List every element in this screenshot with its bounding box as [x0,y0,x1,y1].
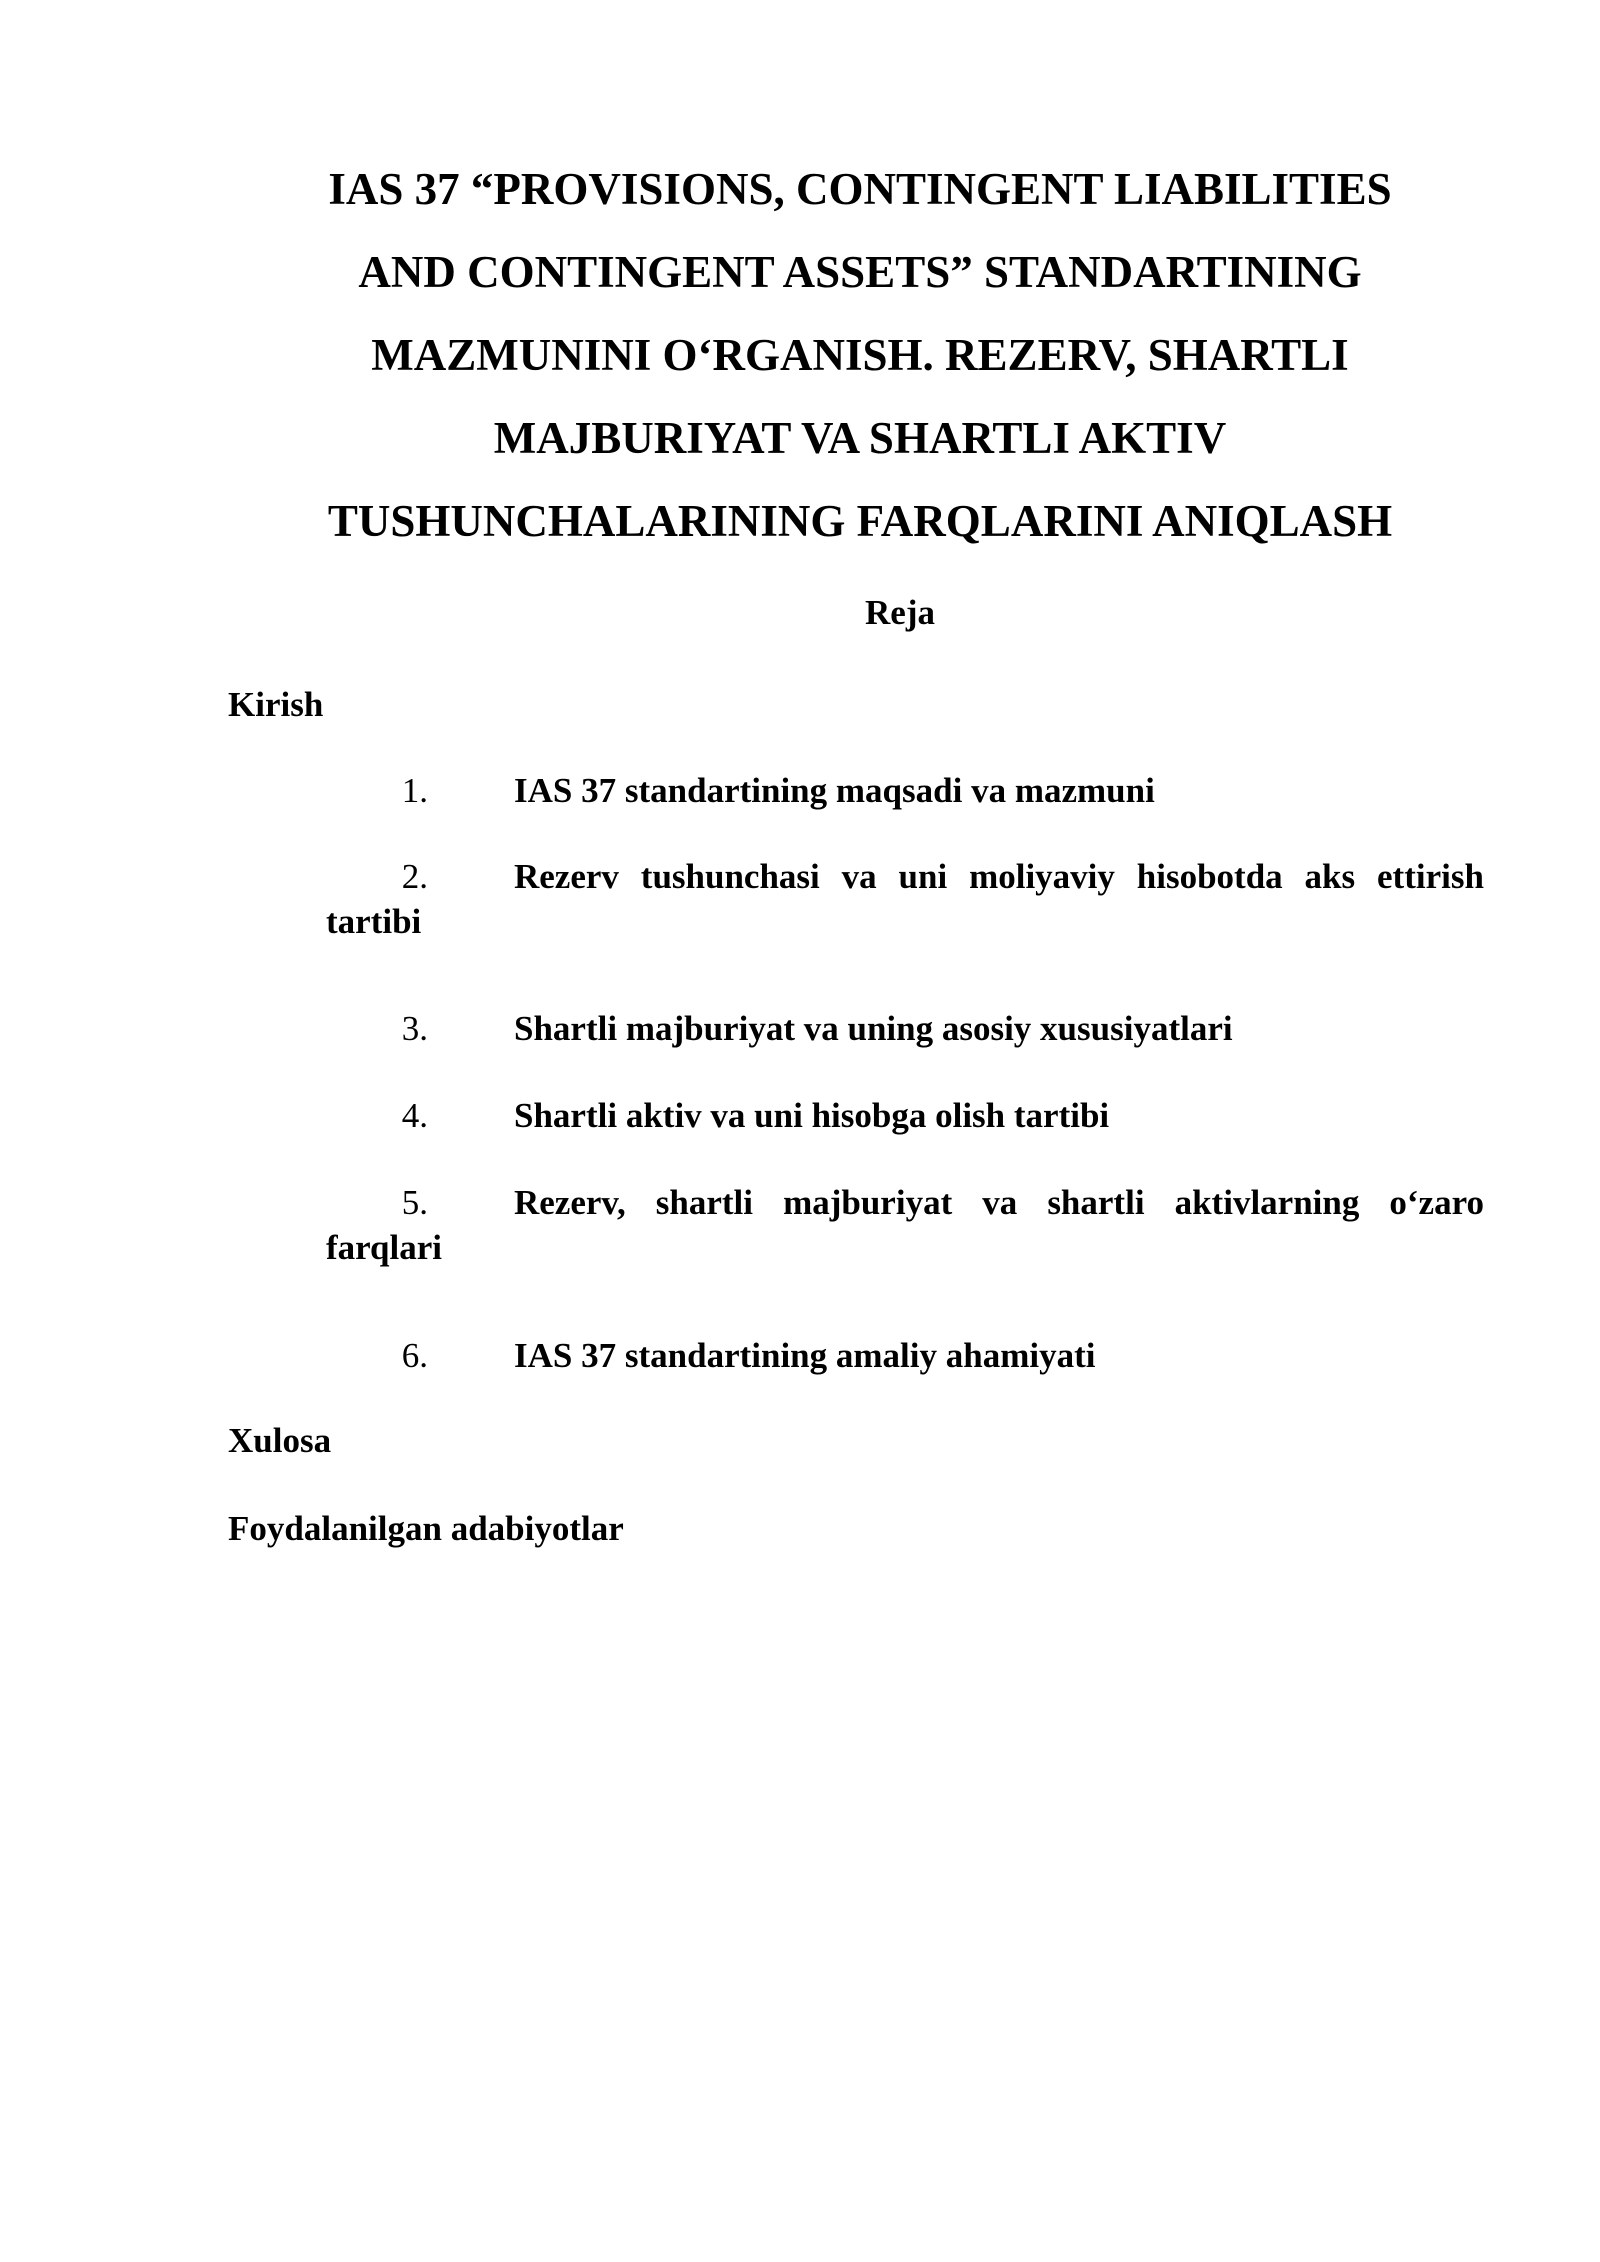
plan-item-number: 1. [401,771,428,810]
plan-item-number: 5. [401,1183,428,1222]
plan-item-word: moliyaviy [969,857,1115,896]
plan-item-word: aktivlarning [1174,1183,1360,1222]
conclusion-heading: Xulosa [228,1421,332,1460]
plan-item-text [514,1180,1484,1225]
plan-item-number: 6. [401,1336,428,1375]
plan-item-text [514,854,1484,899]
plan-item-word: tushunchasi [640,857,820,896]
references-heading: Foydalanilgan adabiyotlar [228,1509,624,1548]
plan-item-word: Rezerv [514,857,619,896]
title-line-3: MAZMUNINI O‘RGANISH. REZERV, SHARTLI [371,330,1349,380]
intro-heading: Kirish [228,685,324,724]
plan-item-word: ettirish [1377,857,1484,896]
plan-item-number: 4. [401,1096,428,1135]
plan-item-continuation: tartibi [326,902,422,941]
plan-item-text: Shartli majburiyat va uning asosiy xususiyatlari [514,1009,1233,1048]
title-line-4: MAJBURIYAT VA SHARTLI AKTIV [493,413,1227,463]
plan-item-word: va [841,857,877,896]
plan-item-word: va [982,1183,1018,1222]
plan-item-text: Shartli aktiv va uni hisobga olish tartibi [514,1096,1110,1135]
plan-item-number: 2. [401,857,428,896]
plan-item-word: uni [898,857,948,896]
plan-heading: Reja [865,593,935,632]
plan-item-word: o‘zaro [1389,1183,1484,1222]
plan-item-word: majburiyat [783,1183,953,1222]
title-line-5: TUSHUNCHALARINING FARQLARINI ANIQLASH [327,496,1393,546]
plan-item-word: aks [1304,857,1356,896]
plan-item-word: hisobotda [1136,857,1283,896]
plan-item-word: shartli [655,1183,754,1222]
plan-item-number: 3. [401,1009,428,1048]
plan-item-word: shartli [1047,1183,1145,1222]
title-line-2: AND CONTINGENT ASSETS” STANDARTINING [358,247,1362,297]
plan-item-word: Rezerv, [514,1183,626,1222]
title-line-1: IAS 37 “PROVISIONS, CONTINGENT LIABILITIES [328,164,1392,214]
plan-item-continuation: farqlari [326,1228,443,1267]
plan-item-text: IAS 37 standartining amaliy ahamiyati [514,1336,1096,1375]
document-title [270,148,1450,563]
plan-item-text: IAS 37 standartining maqsadi va mazmuni [514,771,1155,810]
